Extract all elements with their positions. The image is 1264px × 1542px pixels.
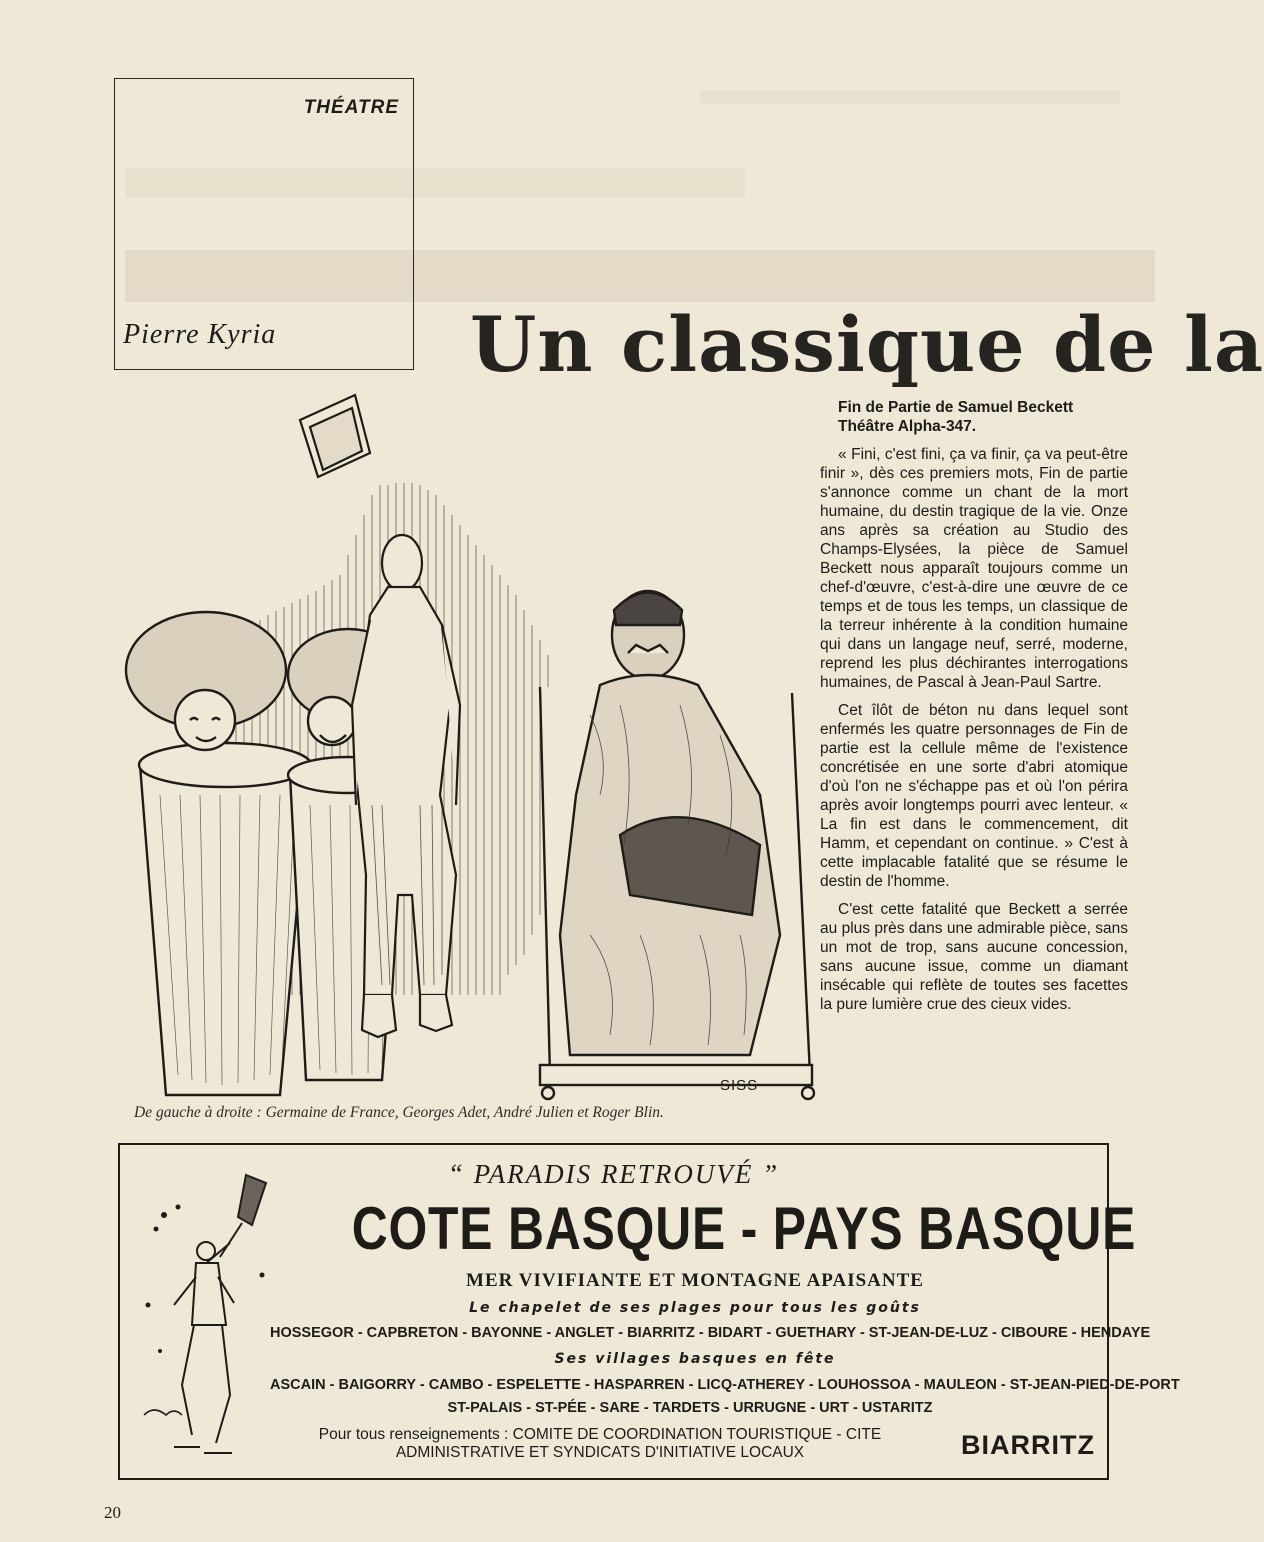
show-through-text [700, 90, 1120, 104]
article-header-venue: Théâtre Alpha-347. [838, 418, 977, 435]
tourism-advertisement [118, 1143, 1180, 1480]
beaches-list: HOSSEGOR - CAPBRETON - BAYONNE - ANGLET - BIARRITZ - BIDART - GUETHARY - ST-JEAN-DE-LUZ - CIBOURE - HENDAYE [270, 1325, 1151, 1341]
article-header-title: Fin de Partie de Samuel Beckett [838, 399, 1074, 416]
illustration-caption: De gauche à droite : Germaine de France, Georges Adet, André Julien et Roger Blin. [134, 1104, 664, 1121]
ad-info [280, 1426, 920, 1462]
article-headline: Un classique de la [470, 300, 1264, 389]
ad-info-line: ADMINISTRATIVE ET SYNDICATS D'INITIATIVE LOCAUX [395, 1444, 805, 1461]
article-paragraph: Cet îlôt de béton nu dans lequel sont enfermés les quatre personnages de Fin de partie est la cellule même de l'existence concrétisée en une sorte d'abri atomique d'où l'on ne s'échappe pas et où l'on périra après avoir longtemps pourri avec lenteur. « La fin est dans le commencement, dit Hamm, et cependant on continue. » C'est à cette implacable fatalité que se résume le destin de l'homme. [820, 702, 1128, 890]
ad-subtitle: MER VIVIFIANTE ET MONTAGNE APAISANTE [466, 1270, 924, 1291]
pelota-player-icon [134, 1165, 282, 1465]
author-name: Pierre Kyria [123, 319, 277, 350]
article-body [820, 398, 1128, 1023]
section-label: THÉATRE [303, 97, 399, 118]
ad-city: BIARRITZ [961, 1430, 1095, 1460]
article-paragraph: C'est cette fatalité que Beckett a serrée au plus près dans une admirable pièce, sans un mot de trop, sans aucune concession, sans aucune issue, comme un diamant insécable qui reflète de toutes ses facettes la pure lumière crue des cieux vides. [820, 901, 1128, 1013]
illustrator-signature: SISS [720, 1077, 759, 1094]
article-header [820, 398, 1128, 436]
beckett-illustration [120, 375, 820, 1100]
page-number: 20 [104, 1503, 121, 1522]
ad-info-line: Pour tous renseignements : COMITE DE COORDINATION TOURISTIQUE - CITE [318, 1426, 882, 1443]
article-paragraph: « Fini, c'est fini, ça va finir, ça va peut-être finir », dès ces premiers mots, Fin de partie s'annonce comme un chant de la mort humaine, du destin tragique de la vie. Onze ans après sa création au Studio des Champs-Elysées, la pièce de Samuel Beckett nous apparaît toujours comme un chef-d'œuvre, c'est-à-dire une œuvre de ce temps et de tous les temps, un classique de la terreur inhérente à la condition humaine qui dans un langage neuf, serré, moderne, reprend les plus déchirantes interrogations humaines, de Pascal à Jean-Paul Sartre. [820, 446, 1128, 691]
ad-slogan: “ PARADIS RETROUVÉ ” [447, 1159, 780, 1189]
beaches-heading: Le chapelet de ses plages pour tous les goûts [469, 1300, 921, 1316]
villages-list: ASCAIN - BAIGORRY - CAMBO - ESPELETTE - HASPARREN - LICQ-ATHEREY - LOUHOSSOA - MAULEON - ST-JEAN-PIED-DE-PORT [270, 1377, 1180, 1393]
villages-heading: Ses villages basques en fête [554, 1351, 836, 1367]
villages-list: ST-PALAIS - ST-PÉE - SARE - TARDETS - URRUGNE - URT - USTARITZ [447, 1400, 933, 1416]
ad-title: COTE BASQUE - PAYS BASQUE [351, 1195, 1137, 1262]
section-frame [114, 78, 414, 370]
